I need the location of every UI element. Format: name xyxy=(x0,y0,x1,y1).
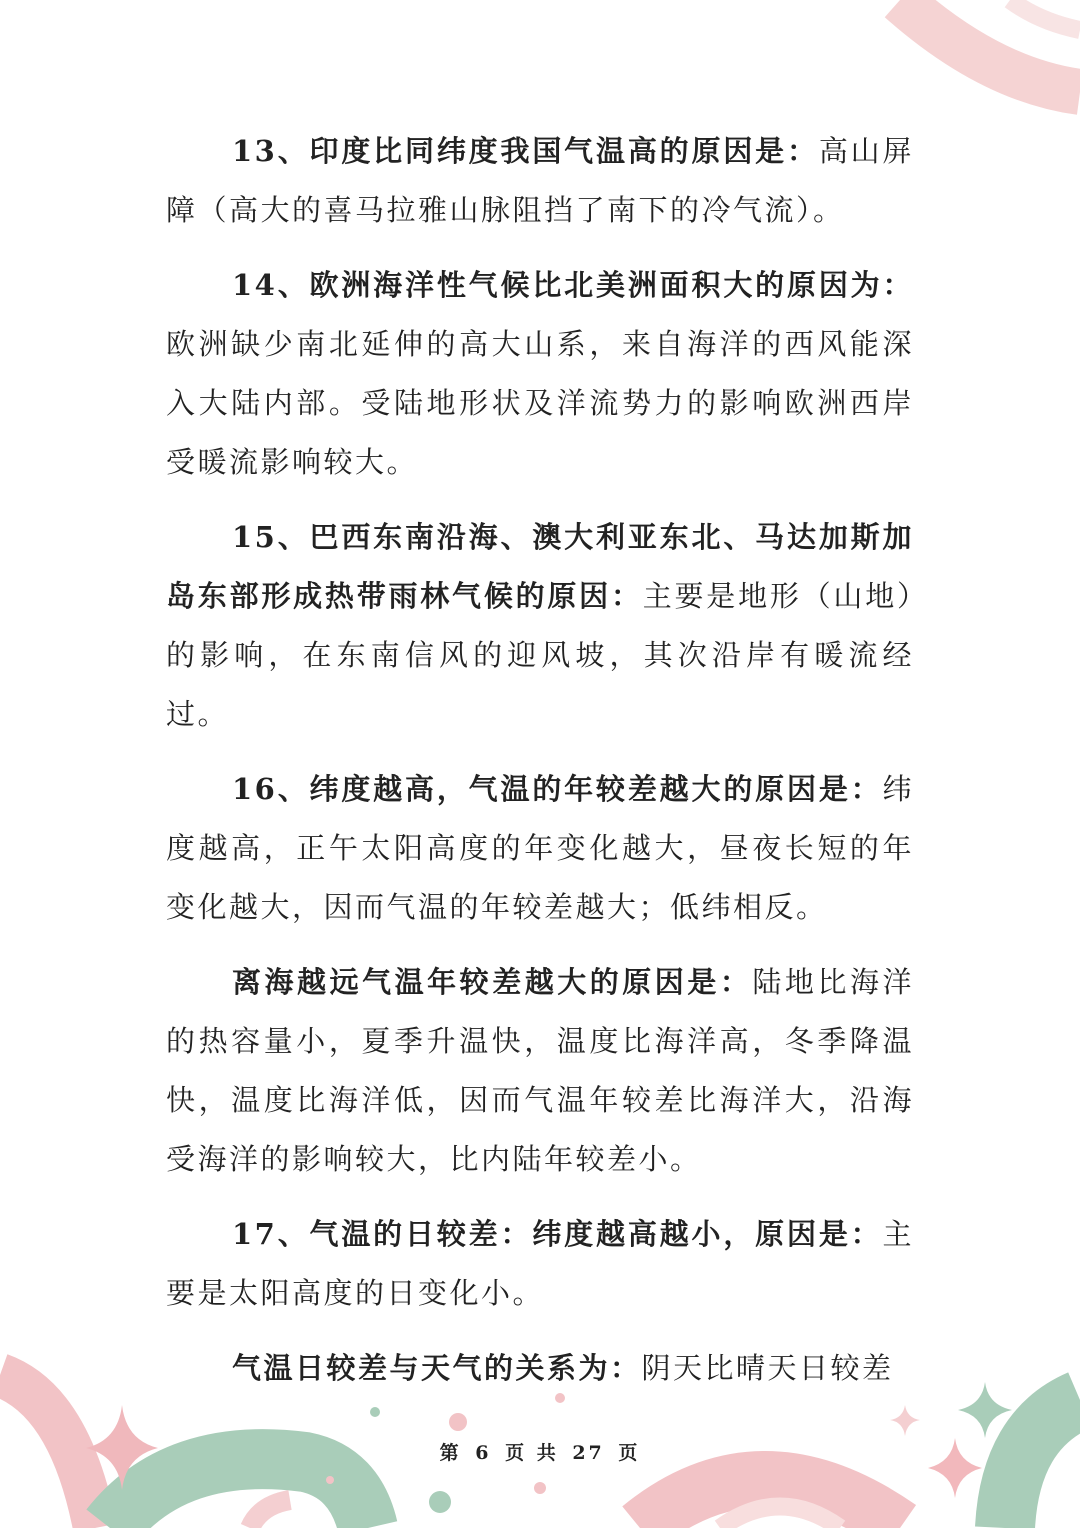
paragraph-lead: 14、欧洲海洋性气候比北美洲面积大的原因为： xyxy=(232,268,914,302)
document-body xyxy=(166,122,914,1414)
decor-dot xyxy=(534,1482,546,1494)
paragraph-17 xyxy=(166,1205,914,1323)
current-page-number: 6 xyxy=(475,1442,492,1464)
bottom-right-arc-pink xyxy=(640,1479,900,1528)
paragraph-lead: 离海越远气温年较差越大的原因是： xyxy=(232,965,753,999)
sparkle-icon xyxy=(958,1382,1012,1438)
paragraph-text: 高山屏障（高大的喜马拉雅山脉阻挡了南下的冷气流）。 xyxy=(166,134,914,227)
footer-middle: 页 共 xyxy=(505,1442,559,1464)
paragraph-16-continent xyxy=(166,953,914,1189)
paragraph-text: 阴天比晴天日较差 xyxy=(641,1351,894,1385)
decor-dot xyxy=(429,1491,451,1513)
bottom-left-arc-pink-small xyxy=(250,1500,290,1528)
paragraph-text: 欧洲缺少南北延伸的高大山系，来自海洋的西风能深入大陆内部。受陆地形状及洋流势力的影响欧洲西岸受暖流影响较大。 xyxy=(166,327,914,479)
paragraph-13 xyxy=(166,122,914,240)
paragraph-text: 纬度越高，正午太阳高度的年变化越大，昼夜长短的年变化越大，因而气温的年较差越大；低纬相反。 xyxy=(166,772,914,924)
paragraph-16 xyxy=(166,760,914,937)
paragraph-17-weather xyxy=(166,1339,914,1398)
paragraph-14 xyxy=(166,256,914,492)
paragraph-text: 主要是太阳高度的日变化小。 xyxy=(166,1217,914,1310)
paragraph-lead: 16、纬度越高，气温的年较差越大的原因是： xyxy=(232,772,883,806)
footer-suffix: 页 xyxy=(618,1442,641,1464)
decor-dot xyxy=(449,1413,467,1431)
paragraph-lead: 15、巴西东南沿海、澳大利亚东北、马达加斯加岛东部形成热带雨林气候的原因： xyxy=(166,520,914,613)
page-number-footer xyxy=(0,1438,1080,1465)
bottom-left-arc-green xyxy=(110,1459,368,1528)
footer-prefix: 第 xyxy=(439,1442,462,1464)
paragraph-lead: 气温日较差与天气的关系为： xyxy=(232,1351,642,1385)
paragraph-text: 主要是地形（山地）的影响，在东南信风的迎风坡，其次沿岸有暖流经过。 xyxy=(166,579,914,731)
paragraph-lead: 17、气温的日较差：纬度越高越小，原因是： xyxy=(232,1217,883,1251)
paragraph-text: 陆地比海洋的热容量小，夏季升温快，温度比海洋高，冬季降温快，温度比海洋低，因而气温年较差比海洋大，沿海受海洋的影响较大，比内陆年较差小。 xyxy=(166,965,914,1176)
top-right-arc-outer xyxy=(900,0,1080,92)
paragraph-lead: 13、印度比同纬度我国气温高的原因是： xyxy=(232,134,819,168)
paragraph-15 xyxy=(166,508,914,744)
bottom-right-arc-pink-light xyxy=(720,1507,840,1528)
top-right-arc-inner xyxy=(1010,0,1080,30)
total-page-count: 27 xyxy=(572,1442,605,1464)
decor-dot xyxy=(326,1476,334,1484)
